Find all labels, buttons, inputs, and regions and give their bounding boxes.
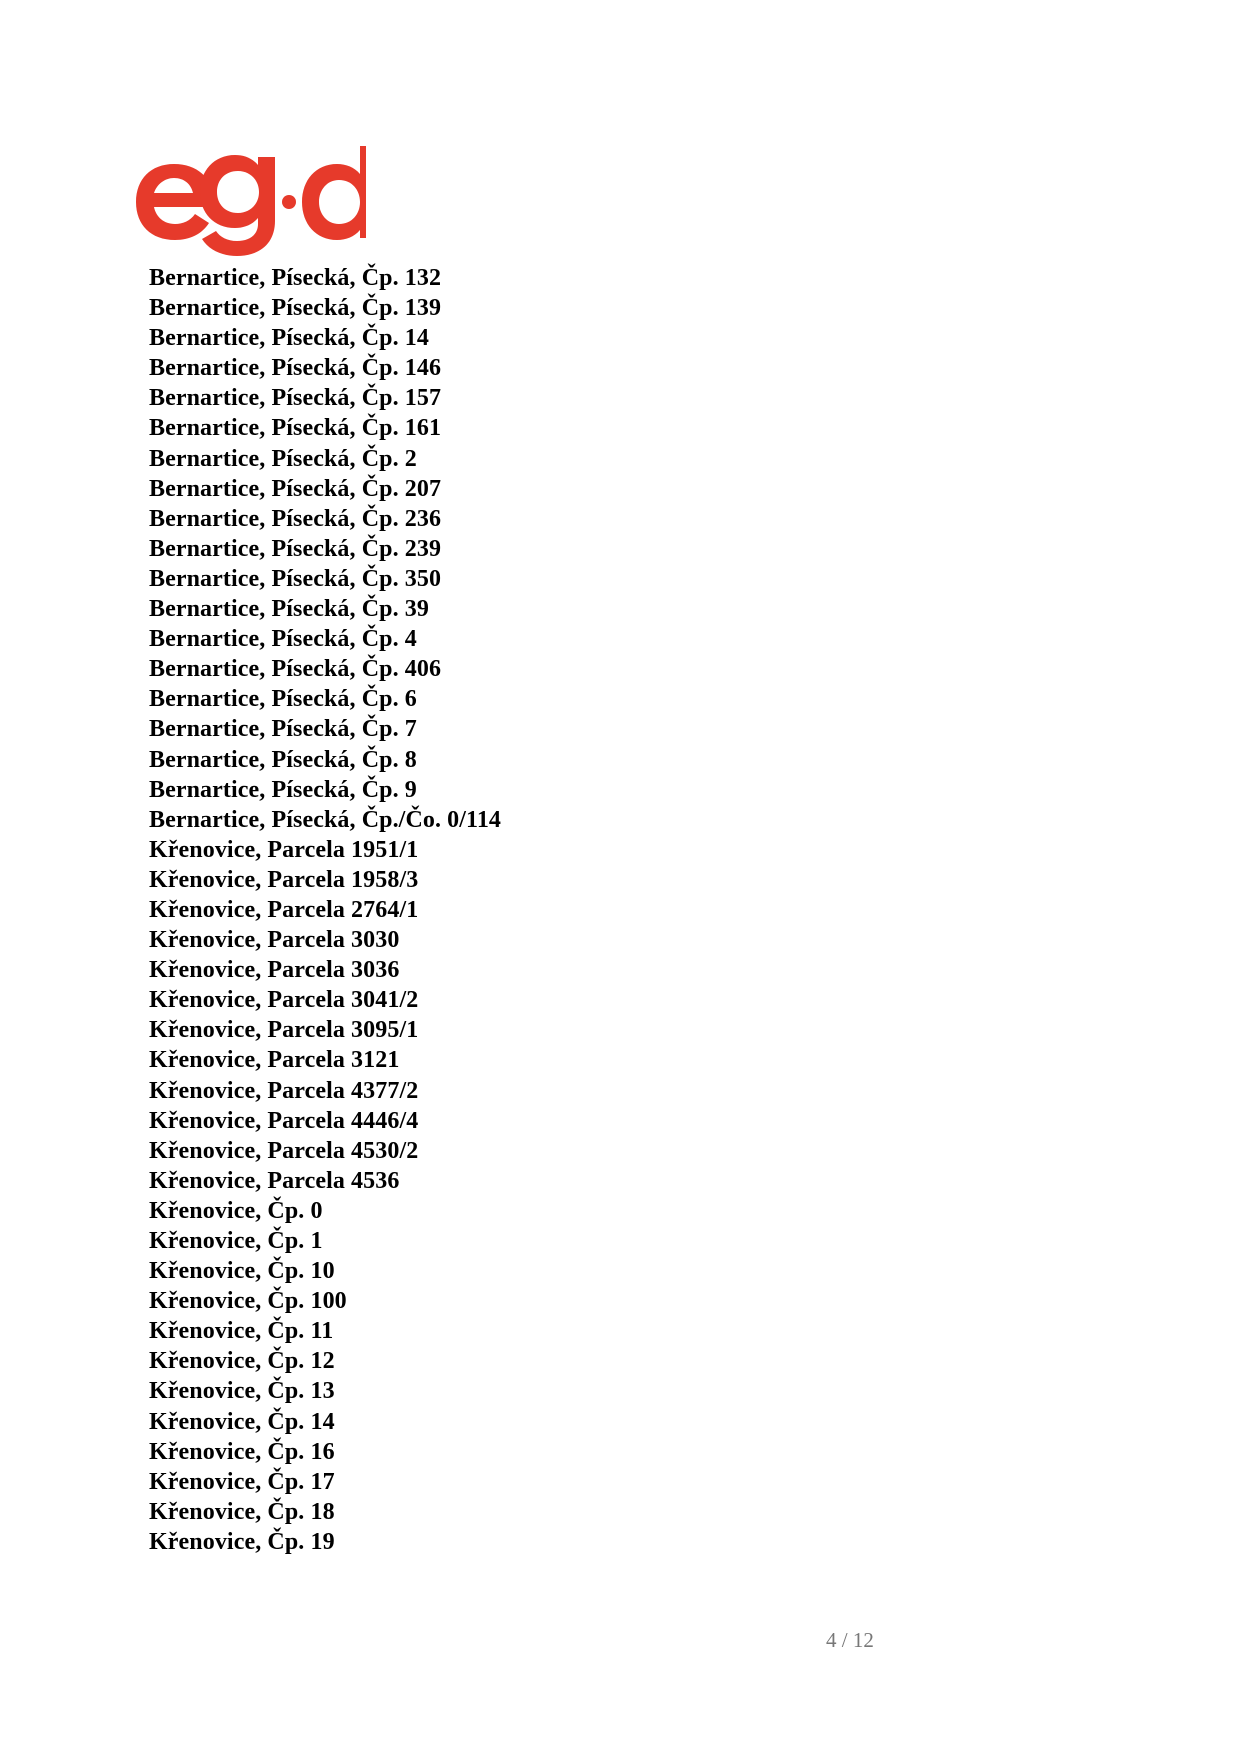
- address-item: Křenovice, Čp. 11: [149, 1318, 334, 1345]
- address-item: Křenovice, Čp. 14: [149, 1408, 335, 1435]
- address-item: Křenovice, Čp. 17: [149, 1468, 335, 1495]
- address-item: Bernartice, Písecká, Čp. 6: [149, 686, 417, 713]
- address-item: Křenovice, Čp. 16: [149, 1438, 335, 1465]
- company-logo: [134, 144, 366, 256]
- address-item: Bernartice, Písecká, Čp. 406: [149, 656, 442, 683]
- address-item: Křenovice, Čp. 18: [149, 1498, 335, 1525]
- address-item: Křenovice, Parcela 4536: [149, 1167, 400, 1194]
- address-item: Křenovice, Parcela 2764/1: [149, 896, 419, 923]
- address-item: Bernartice, Písecká, Čp. 8: [149, 746, 417, 773]
- address-item: Křenovice, Parcela 4377/2: [149, 1077, 419, 1104]
- address-item: Bernartice, Písecká, Čp. 7: [149, 716, 417, 743]
- address-item: Bernartice, Písecká, Čp. 2: [149, 445, 417, 472]
- address-item: Křenovice, Čp. 12: [149, 1348, 335, 1375]
- address-item: Křenovice, Čp. 100: [149, 1288, 347, 1315]
- address-item: Křenovice, Parcela 3121: [149, 1047, 400, 1074]
- address-item: Bernartice, Písecká, Čp. 139: [149, 295, 442, 322]
- address-item: Bernartice, Písecká, Čp. 14: [149, 325, 429, 352]
- address-item: Křenovice, Čp. 1: [149, 1228, 323, 1254]
- page-number: 4 / 12: [826, 1628, 874, 1652]
- address-item: Křenovice, Parcela 4446/4: [149, 1107, 419, 1134]
- address-item: Bernartice, Písecká, Čp. 4: [149, 626, 417, 653]
- address-item: Křenovice, Parcela 3095/1: [149, 1017, 419, 1044]
- address-item: Křenovice, Čp. 13: [149, 1378, 335, 1405]
- address-item: Bernartice, Písecká, Čp./Čo. 0/114: [149, 806, 502, 833]
- address-item: Křenovice, Parcela 3030: [149, 927, 400, 954]
- address-item: Bernartice, Písecká, Čp. 146: [149, 355, 442, 382]
- address-item: Bernartice, Písecká, Čp. 157: [149, 385, 442, 412]
- address-item: Bernartice, Písecká, Čp. 161: [149, 415, 442, 442]
- address-item: Bernartice, Písecká, Čp. 207: [149, 475, 442, 502]
- address-item: Křenovice, Čp. 10: [149, 1258, 335, 1285]
- address-item: Bernartice, Písecká, Čp. 350: [149, 565, 442, 592]
- address-item: Bernartice, Písecká, Čp. 236: [149, 505, 442, 532]
- address-list: [149, 263, 501, 1557]
- address-item: Bernartice, Písecká, Čp. 39: [149, 596, 429, 623]
- address-item: Bernartice, Písecká, Čp. 9: [149, 776, 417, 803]
- address-item: Křenovice, Parcela 3041/2: [149, 987, 419, 1014]
- address-item: Křenovice, Čp. 19: [149, 1528, 335, 1555]
- address-item: Křenovice, Čp. 0: [149, 1197, 323, 1224]
- address-item: Křenovice, Parcela 1958/3: [149, 866, 419, 893]
- address-item: Bernartice, Písecká, Čp. 239: [149, 535, 442, 562]
- address-item: Křenovice, Parcela 4530/2: [149, 1137, 419, 1164]
- address-item: Křenovice, Parcela 1951/1: [149, 836, 419, 863]
- egd-logo-icon: [134, 144, 366, 256]
- address-item: Bernartice, Písecká, Čp. 132: [149, 265, 442, 291]
- address-item: Křenovice, Parcela 3036: [149, 957, 400, 984]
